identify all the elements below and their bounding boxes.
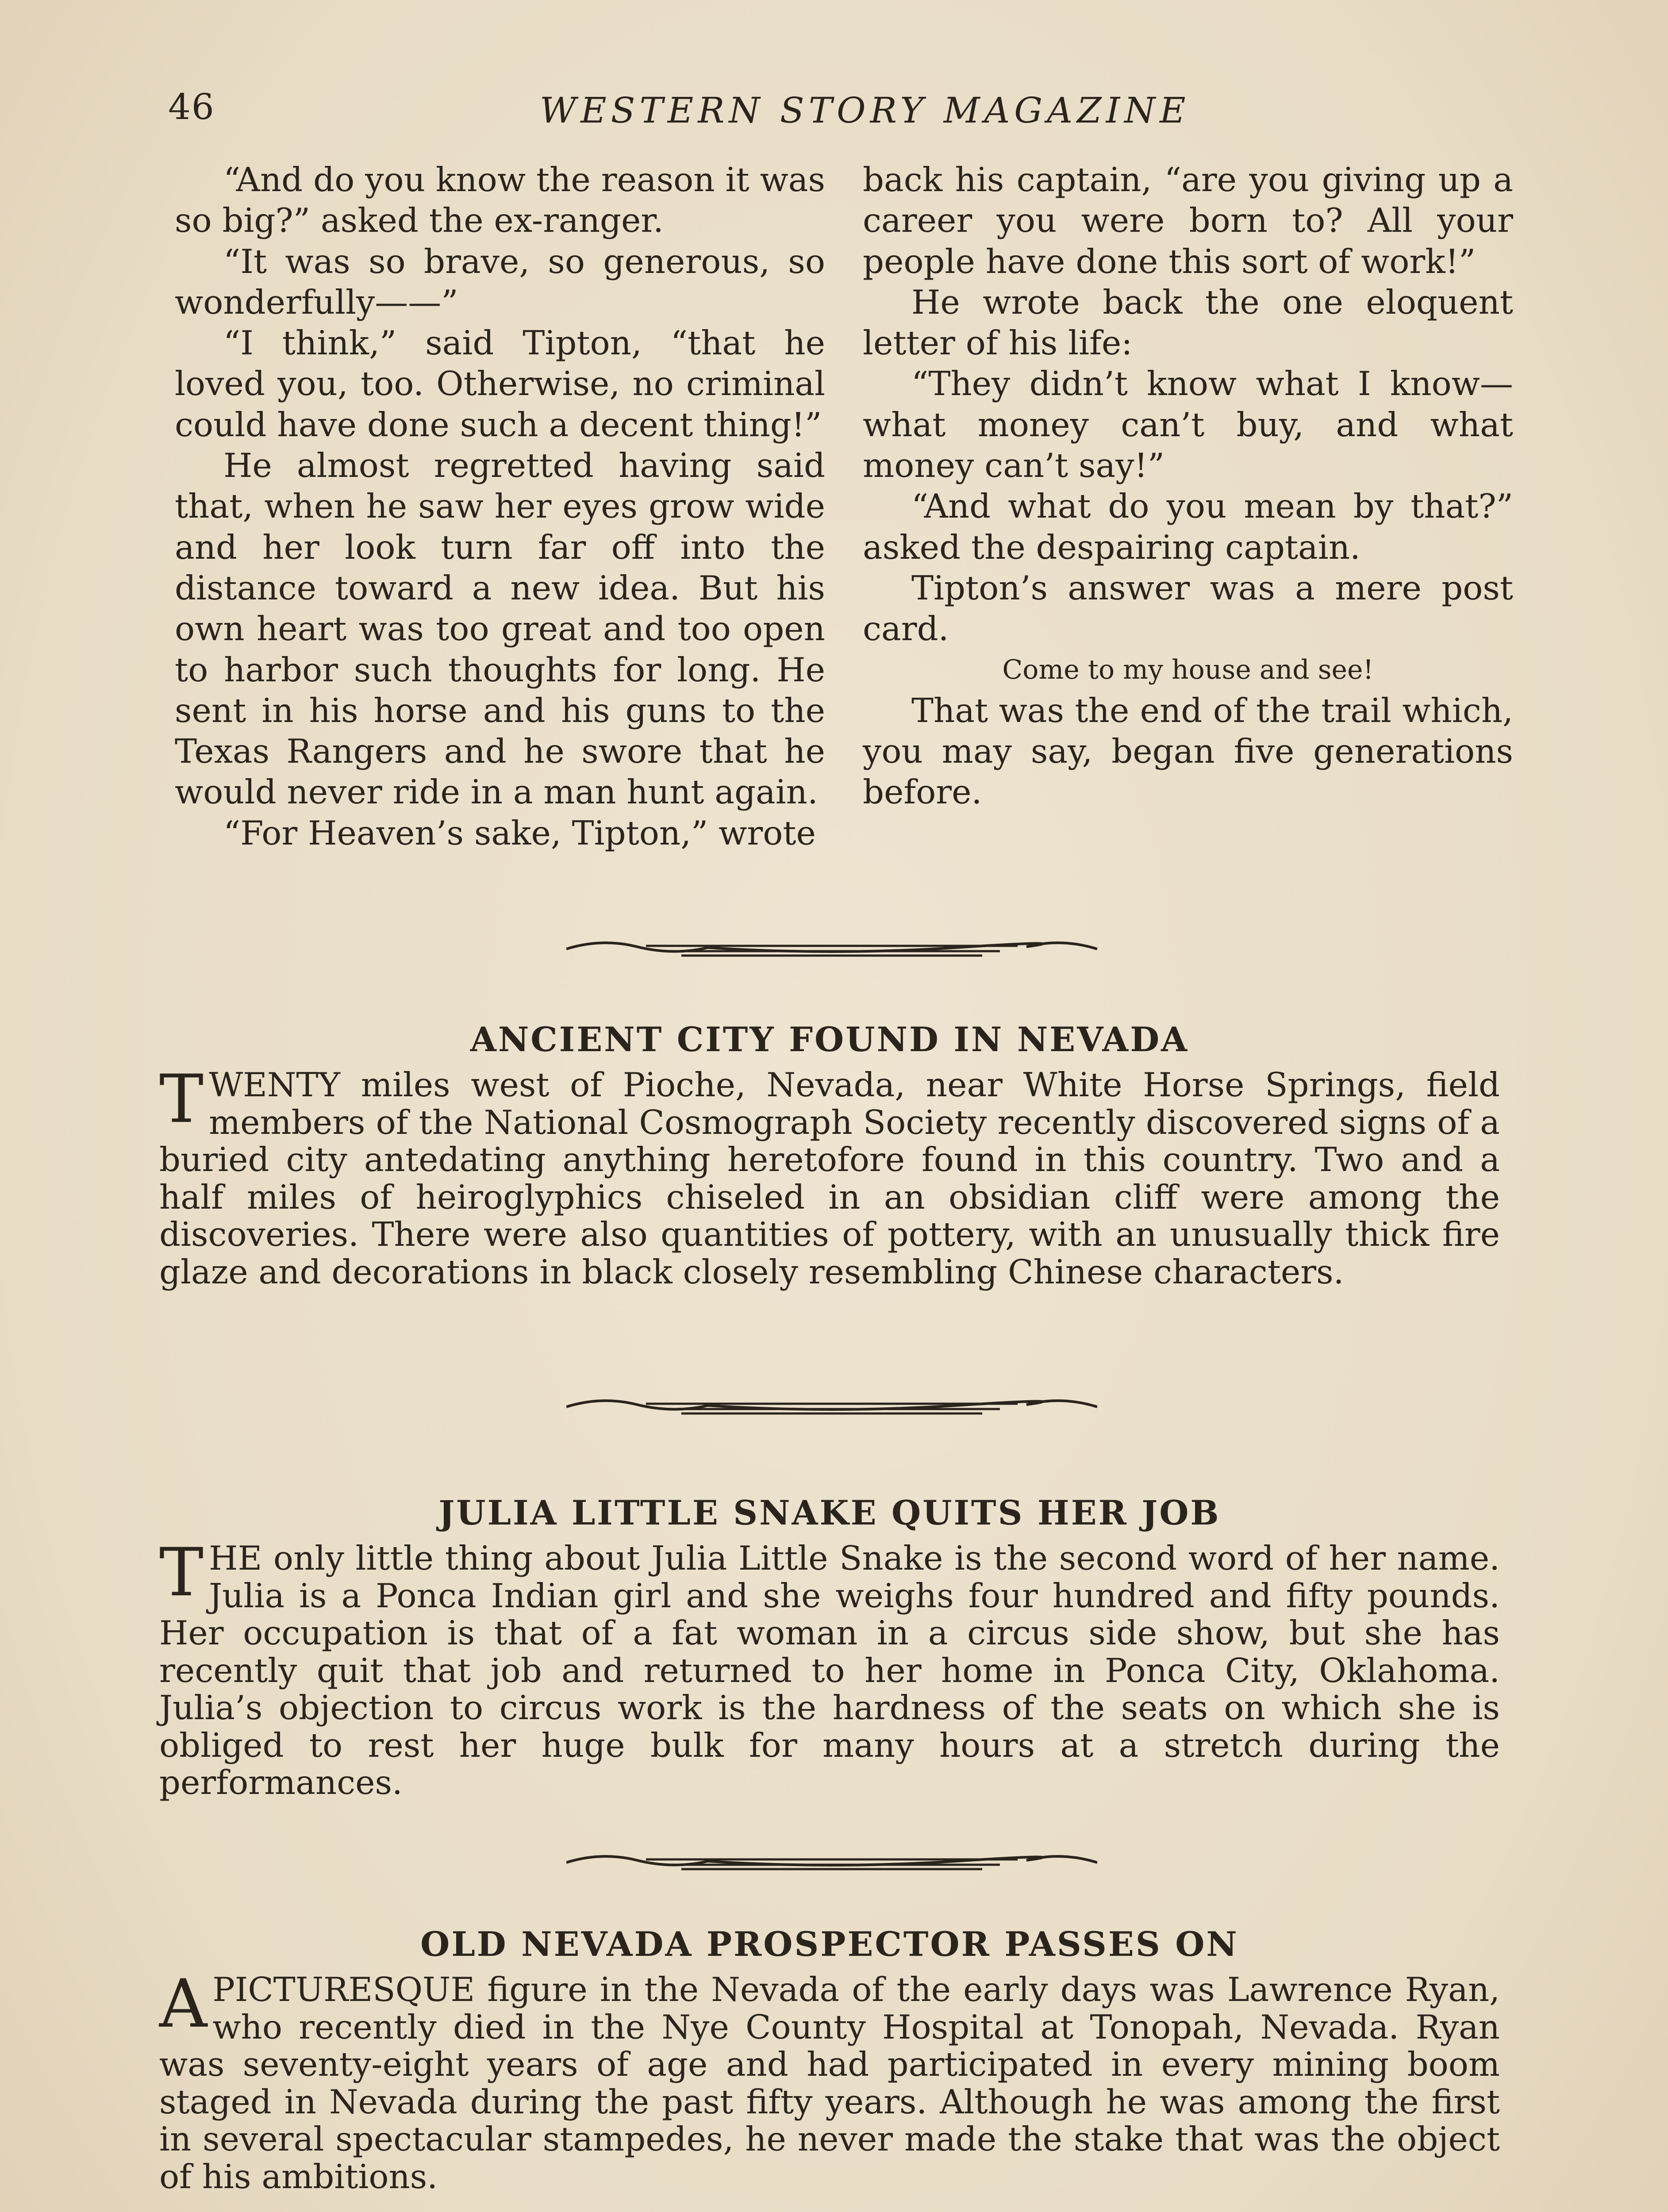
- article-ancient-city: [159, 1018, 1500, 1290]
- drop-cap: T: [159, 1061, 204, 1138]
- article-headline: JULIA LITTLE SNAKE QUITS HER JOB: [438, 1493, 1221, 1532]
- article-body: [159, 1966, 1500, 2196]
- article-body: [159, 1061, 1500, 1291]
- page-header: [168, 86, 1513, 139]
- article-julia-little-snake: [159, 1491, 1500, 1801]
- running-title: WESTERN STORY MAGAZINE: [540, 90, 1190, 131]
- story-paragraph: He almost regretted having said that, when he saw her eyes grow wide and her look turn far off into the distance toward a new idea. But his own heart was too great and too open to harbor such thoughts for long. He sent in his horse and his guns to the Texas Rangers and he swore that he would never ride in a man hunt again.: [175, 446, 825, 812]
- article-body: [159, 1534, 1500, 1802]
- drop-cap: T: [159, 1534, 204, 1611]
- story-paragraph: “It was so brave, so generous, so wonderfully——”: [175, 242, 825, 322]
- story-paragraph: “I think,” said Tipton, “that he loved you, too. Otherwise, no criminal could have done such a decent thing!”: [175, 323, 825, 444]
- article-lead-word: WENTY: [209, 1065, 361, 1104]
- story-paragraph: He wrote back the one eloquent letter of his life:: [863, 282, 1513, 363]
- article-headline: ANCIENT CITY FOUND IN NEVADA: [470, 1020, 1189, 1059]
- postcard-text: Come to my house and see!: [1002, 654, 1374, 685]
- article-text: figure in the Nevada of the early days was Lawrence Ryan, who recently died in the Nye County Hospital at Tonopah, Nevada. Ryan was seventy-eight years of age and had participated in every mining boom staged in Nevada during the past fifty years. Although he was among the first in several spectacular stampedes, he never made the stake that was the object of his ambitions.: [159, 1970, 1500, 2196]
- article-lead-word: HE: [209, 1539, 273, 1578]
- ornamental-divider: [566, 933, 1097, 964]
- story-column-right: [863, 159, 1513, 812]
- article-headline: OLD NEVADA PROSPECTOR PASSES ON: [420, 1924, 1239, 1964]
- story-paragraph: “For Heaven’s sake, Tipton,” wrote: [223, 813, 816, 853]
- story-closing-paragraph: That was the end of the trail which, you may say, began five generations before.: [863, 691, 1513, 812]
- article-text: only little thing about Julia Little Snake is the second word of her name. Julia is a Ponca Indian girl and she weighs four hundred and fifty pounds. Her occupation is that of a fat woman in a circus side show, but she has recently quit that job and returned to her home in Ponca City, Oklahoma. Julia’s objection to circus work is the hardness of the seats on which she is obliged to rest her huge bulk for many hours at a stretch during the performances.: [159, 1539, 1500, 1802]
- ornamental-divider: [566, 1847, 1097, 1878]
- article-lead-word: PICTURESQUE: [212, 1970, 488, 2009]
- ornamental-divider: [566, 1391, 1097, 1422]
- drop-cap: A: [159, 1966, 208, 2043]
- story-paragraph: “And what do you mean by that?” asked the despairing captain.: [863, 487, 1513, 567]
- story-paragraph: back his captain, “are you giving up a career you were born to? All your people have done this sort of work!”: [863, 160, 1513, 281]
- article-nevada-prospector: [159, 1922, 1500, 2195]
- story-paragraph: Tipton’s answer was a mere post card.: [863, 568, 1513, 649]
- story-paragraph: “They didn’t know what I know—what money can’t buy, and what money can’t say!”: [863, 364, 1513, 485]
- page-number: 46: [168, 86, 215, 127]
- story-column-left: [175, 159, 825, 853]
- article-text: miles west of Pioche, Nevada, near White Horse Springs, field members of the National Cosmograph Society recently discovered signs of a buried city antedating anything heretofore found in this country. Two and a half miles of heiroglyphics chiseled in an obsidian cliff were among the discoveries. There were also quantities of pottery, with an unusually thick fire glaze and decorations in black closely resembling Chinese characters.: [159, 1065, 1500, 1291]
- story-paragraph: “And do you know the reason it was so big?” asked the ex-ranger.: [175, 160, 825, 240]
